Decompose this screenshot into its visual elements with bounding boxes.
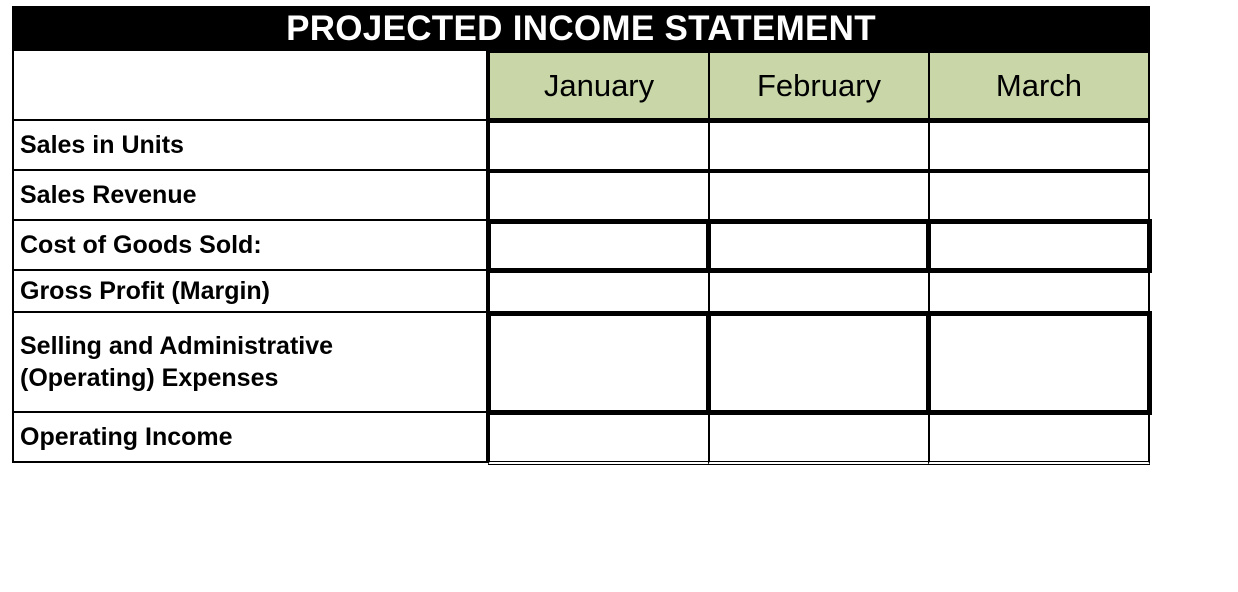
- cell-gross-profit-march[interactable]: [928, 271, 1150, 313]
- cell-gross-profit-february[interactable]: [708, 271, 930, 313]
- row-label-operating-income: Operating Income: [20, 422, 233, 451]
- row-label-operating-expenses-line1: Selling and Administrative: [20, 332, 334, 360]
- row-label-operating-expenses-line2: (Operating) Expenses: [20, 364, 279, 392]
- cell-sales-revenue-february[interactable]: [708, 171, 930, 221]
- cell-sales-units-january[interactable]: [488, 121, 710, 171]
- row-label-cogs: Cost of Goods Sold:: [20, 230, 262, 259]
- cell-gross-profit-january[interactable]: [488, 271, 710, 313]
- cell-operating-expenses-february[interactable]: [706, 311, 932, 415]
- row-label-gross-profit: Gross Profit (Margin): [20, 276, 271, 305]
- row-labels-column: [12, 51, 488, 463]
- cell-operating-income-january[interactable]: [488, 413, 710, 465]
- cell-operating-income-february[interactable]: [708, 413, 930, 465]
- column-header-march: March: [928, 51, 1150, 121]
- cell-operating-expenses-january[interactable]: [486, 311, 712, 415]
- row-label-sales-units: Sales in Units: [20, 130, 184, 159]
- cell-operating-income-march[interactable]: [928, 413, 1150, 465]
- cell-sales-units-march[interactable]: [928, 121, 1150, 171]
- row-label-sales-revenue: Sales Revenue: [20, 180, 197, 209]
- cell-cogs-january[interactable]: [486, 219, 712, 273]
- cell-sales-revenue-march[interactable]: [928, 171, 1150, 221]
- cell-cogs-march[interactable]: [926, 219, 1152, 273]
- cell-sales-revenue-january[interactable]: [488, 171, 710, 221]
- cell-operating-expenses-march[interactable]: [926, 311, 1152, 415]
- cell-cogs-february[interactable]: [706, 219, 932, 273]
- row-label-operating-expenses: [14, 313, 486, 411]
- column-header-january: January: [488, 51, 710, 121]
- column-header-february: February: [708, 51, 930, 121]
- statement-title: PROJECTED INCOME STATEMENT: [12, 6, 1150, 51]
- cell-sales-units-february[interactable]: [708, 121, 930, 171]
